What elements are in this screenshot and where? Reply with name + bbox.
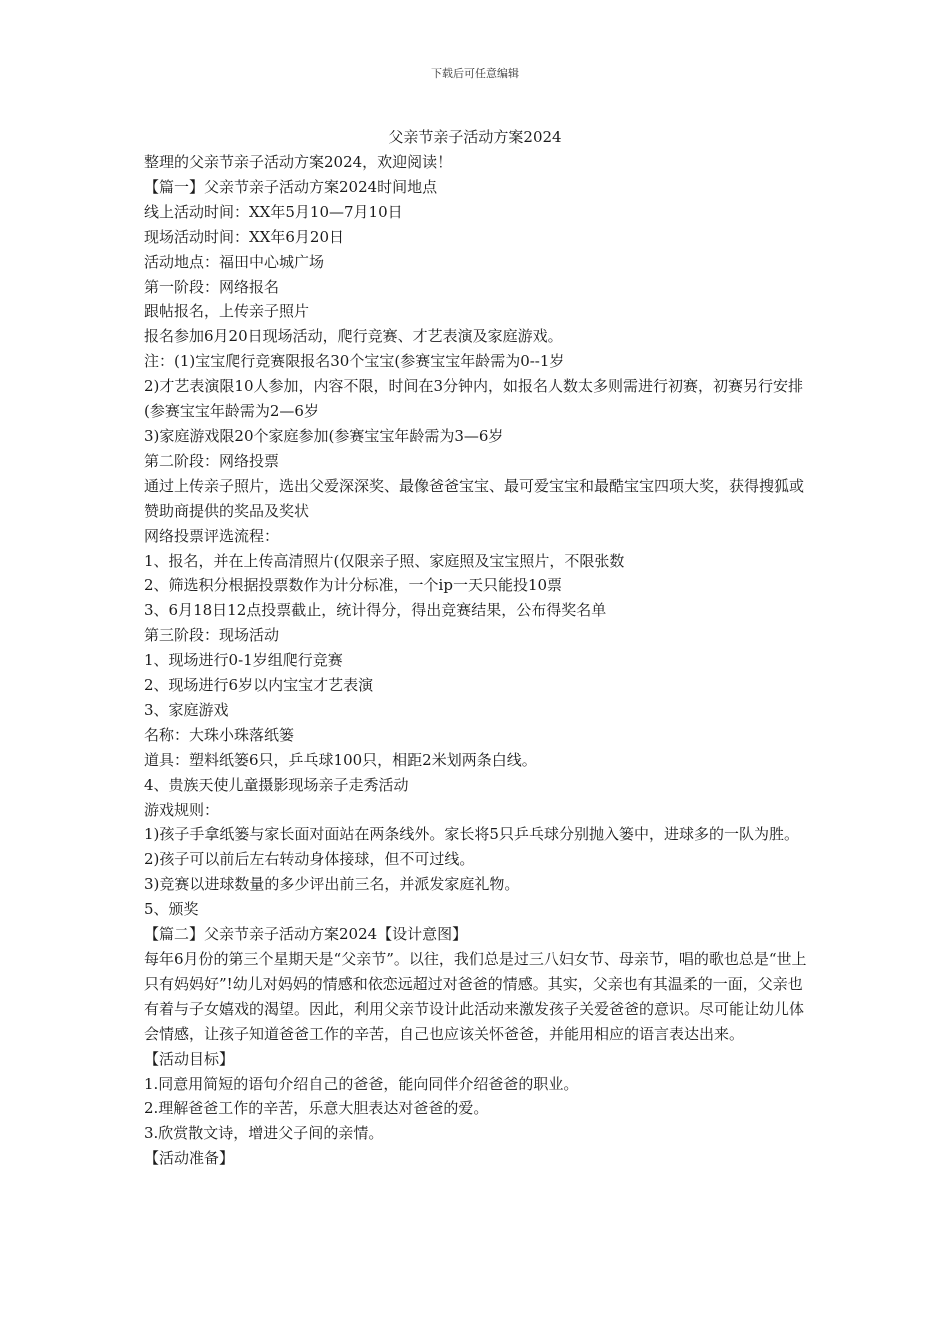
- paragraph: 1、现场进行0-1岁组爬行竞赛: [144, 651, 343, 670]
- paragraph: 通过上传亲子照片，选出父爱深深奖、最像爸爸宝宝、最可爱宝宝和最酷宝宝四项大奖，获得搜狐或赞助商提供的奖品及奖状: [144, 476, 805, 520]
- paragraph: 【篇一】父亲节亲子活动方案2024时间地点: [144, 177, 438, 196]
- paragraph: 活动地点：福田中心城广场: [144, 252, 325, 271]
- paragraph: 1、报名，并在上传高清照片(仅限亲子照、家庭照及宝宝照片，不限张数: [144, 551, 625, 570]
- paragraph: 道具：塑料纸篓6只，乒乓球100只，相距2米划两条白线。: [144, 750, 537, 769]
- paragraph: 【活动目标】: [144, 1049, 235, 1068]
- paragraph: 网络投票评选流程：: [144, 526, 280, 545]
- paragraph: 【篇二】父亲节亲子活动方案2024【设计意图】: [144, 925, 468, 944]
- paragraph: 3)竞赛以进球数量的多少评出前三名，并派发家庭礼物。: [144, 875, 520, 894]
- paragraph: 5、颁奖: [144, 900, 199, 919]
- paragraph: 游戏规则：: [144, 800, 220, 819]
- paragraph: 3、6月18日12点投票截止，统计得分，得出竞赛结果，公布得奖名单: [144, 601, 607, 620]
- paragraph: 第三阶段：现场活动: [144, 626, 280, 645]
- paragraph: 现场活动时间：XX年6月20日: [144, 227, 344, 246]
- paragraph: 2)孩子可以前后左右转动身体接球，但不可过线。: [144, 850, 475, 869]
- paragraph: 注：(1)宝宝爬行竞赛限报名30个宝宝(参赛宝宝年龄需为0--1岁: [144, 352, 565, 371]
- paragraph: 2、现场进行6岁以内宝宝才艺表演: [144, 676, 374, 695]
- document-title: 父亲节亲子活动方案2024: [388, 128, 562, 146]
- paragraph: 【活动准备】: [144, 1149, 235, 1168]
- paragraph: 3、家庭游戏: [144, 700, 229, 719]
- paragraph: 跟帖报名，上传亲子照片: [144, 302, 310, 321]
- paragraph: 2.理解爸爸工作的辛苦，乐意大胆表达对爸爸的爱。: [144, 1099, 489, 1118]
- paragraph: 2)才艺表演限10人参加，内容不限，时间在3分钟内，如报名人数太多则需进行初赛，初赛另行安排(参赛宝宝年龄需为2—6岁: [144, 377, 804, 421]
- paragraph: 3)家庭游戏限20个家庭参加(参赛宝宝年龄需为3—6岁: [144, 426, 504, 445]
- page-header: 下载后可任意编辑: [431, 67, 519, 80]
- paragraph: 报名参加6月20日现场活动，爬行竞赛、才艺表演及家庭游戏。: [144, 327, 563, 346]
- document-body: [144, 150, 812, 1171]
- paragraph: 3.欣赏散文诗，增进父子间的亲情。: [144, 1124, 384, 1143]
- paragraph: 名称：大珠小珠落纸篓: [144, 725, 295, 744]
- paragraph: 1)孩子手拿纸篓与家长面对面站在两条线外。家长将5只乒乓球分别抛入篓中，进球多的一队为胜。: [144, 825, 799, 844]
- paragraph: 1.同意用简短的语句介绍自己的爸爸，能向同伴介绍爸爸的职业。: [144, 1074, 579, 1093]
- paragraph: 第一阶段：网络报名: [144, 277, 280, 296]
- paragraph: 线上活动时间：XX年5月10—7月10日: [144, 202, 403, 221]
- paragraph: 4、贵族天使儿童摄影现场亲子走秀活动: [144, 775, 409, 794]
- paragraph: 整理的父亲节亲子活动方案2024，欢迎阅读！: [144, 153, 453, 171]
- paragraph: 每年6月份的第三个星期天是“父亲节”。以往，我们总是过三八妇女节、母亲节，唱的歌也总是“世上只有妈妈好”!幼儿对妈妈的情感和依恋远超过对爸爸的情感。其实，父亲也有其温柔的一面，父亲也有着与子女嬉戏的渴望。因此，利用父亲节设计此活动来激发孩子关爱爸爸的意识。尽可能让幼儿体会情感，让孩子知道爸爸工作的辛苦，自己也应该关怀爸爸，并能用相应的语言表达出来。: [144, 950, 807, 1043]
- paragraph: 2、筛选积分根据投票数作为计分标准，一个ip一天只能投10票: [144, 576, 563, 595]
- paragraph: 第二阶段：网络投票: [144, 451, 280, 470]
